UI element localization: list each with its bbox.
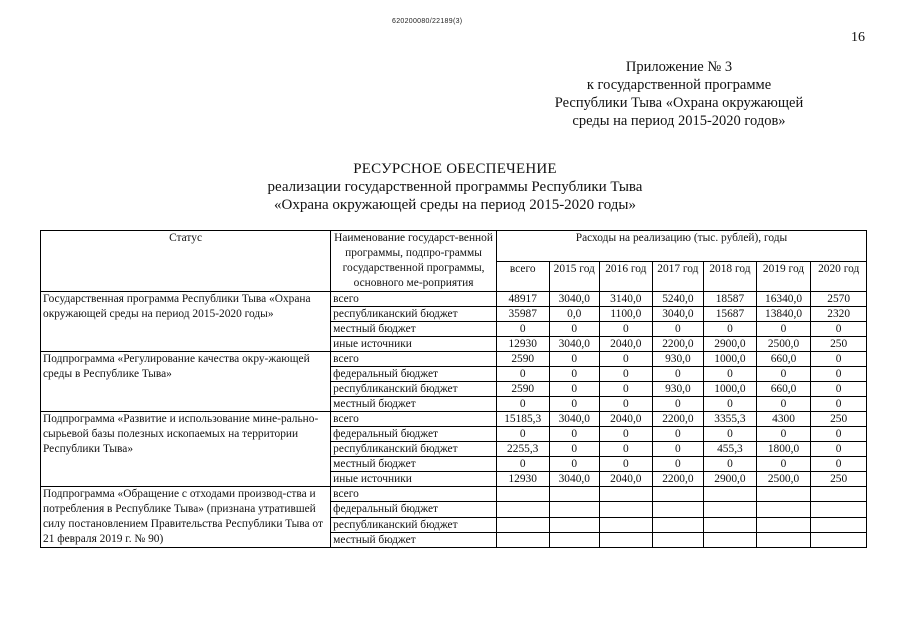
row-value: 250 [811,472,867,487]
row-value: 2200,0 [652,412,704,427]
table-row [41,412,867,427]
row-value: 0 [600,442,653,457]
row-value: 12930 [496,472,549,487]
row-value: 0 [756,397,811,412]
row-value [652,517,704,532]
row-value: 0 [704,367,757,382]
row-value: 0 [811,322,867,337]
row-value: 2900,0 [704,472,757,487]
row-value: 18587 [704,292,757,307]
row-name: иные источники [331,337,497,352]
title-heading: РЕСУРСНОЕ ОБЕСПЕЧЕНИЕ [353,161,557,177]
row-value [704,502,757,517]
row-value: 3040,0 [549,337,600,352]
row-value: 4300 [756,412,811,427]
row-name: республиканский бюджет [331,517,497,532]
header-year: 2015 год [549,261,600,292]
row-value: 0 [652,367,704,382]
header-status: Статус [41,231,331,292]
row-value [496,487,549,502]
row-value [811,487,867,502]
row-value: 0 [600,322,653,337]
header-year: 2018 год [704,261,757,292]
row-value: 0 [600,397,653,412]
row-value [756,487,811,502]
row-value [652,487,704,502]
row-value: 35987 [496,307,549,322]
row-value: 0 [704,427,757,442]
header-year: 2017 год [652,261,704,292]
appendix-line: среды на период 2015-2020 годов» [572,113,786,129]
row-value: 0 [811,352,867,367]
row-name: республиканский бюджет [331,442,497,457]
row-name: местный бюджет [331,457,497,472]
row-value: 0 [704,322,757,337]
row-value: 0 [756,367,811,382]
row-value: 3040,0 [549,412,600,427]
row-status: Подпрограмма «Обращение с отходами производ-ства и потребления в Республике Тыва» (признана утратившей силу постановлением Правительства Республики Тыва от 21 февраля 2019 г. № 90) [41,487,331,548]
header-row [41,231,867,262]
header-year: 2019 год [756,261,811,292]
row-value: 0 [600,382,653,397]
row-name: федеральный бюджет [331,427,497,442]
row-value [811,517,867,532]
row-value: 2590 [496,352,549,367]
row-value: 2320 [811,307,867,322]
row-value [496,502,549,517]
row-value: 0 [600,457,653,472]
table-row [41,352,867,367]
row-value: 0 [496,322,549,337]
row-value: 0 [496,457,549,472]
row-value: 0 [600,427,653,442]
title-subtitle: реализации государственной программы Республики Тыва [267,179,643,195]
row-value: 0 [549,352,600,367]
header-year: 2016 год [600,261,653,292]
table-row [41,487,867,502]
row-value: 0 [811,427,867,442]
row-value: 0 [496,397,549,412]
document-code: 620200080/22189(3) [392,18,463,25]
row-value: 0 [496,367,549,382]
row-value: 660,0 [756,352,811,367]
row-value: 250 [811,337,867,352]
row-value: 2040,0 [600,337,653,352]
row-value [600,502,653,517]
row-value: 16340,0 [756,292,811,307]
row-value: 48917 [496,292,549,307]
row-value: 0 [549,427,600,442]
page-number: 16 [851,30,865,45]
row-name: местный бюджет [331,532,497,547]
header-year: 2020 год [811,261,867,292]
appendix-line: Республики Тыва «Охрана окружающей [554,95,804,111]
header-name: Наименование государст-венной программы, подпро-граммы государственной программы, основного ме-роприятия [331,231,497,292]
row-value: 2500,0 [756,337,811,352]
row-value [756,517,811,532]
title-subtitle: «Охрана окружающей среды на период 2015-2020 годы» [273,197,636,213]
row-value: 0 [549,322,600,337]
row-value: 0 [811,382,867,397]
row-value: 2200,0 [652,472,704,487]
row-value: 0 [549,382,600,397]
row-value [496,517,549,532]
row-value [652,532,704,547]
row-value: 2040,0 [600,472,653,487]
row-value: 0 [652,427,704,442]
row-value: 2200,0 [652,337,704,352]
row-value: 3040,0 [652,307,704,322]
row-value: 0 [811,442,867,457]
row-value [549,487,600,502]
row-value [600,517,653,532]
row-value: 0 [600,367,653,382]
row-name: республиканский бюджет [331,307,497,322]
row-value [549,502,600,517]
row-value: 0 [549,367,600,382]
row-value [756,532,811,547]
appendix-line: к государственной программе [586,77,772,93]
row-name: местный бюджет [331,397,497,412]
table-row [41,292,867,307]
row-value: 3040,0 [549,472,600,487]
row-value [549,532,600,547]
row-value: 0 [549,442,600,457]
row-name: иные источники [331,472,497,487]
row-value: 0 [496,427,549,442]
row-value: 660,0 [756,382,811,397]
row-value: 0 [652,457,704,472]
row-value [652,502,704,517]
row-value: 2500,0 [756,472,811,487]
table-body [41,292,867,548]
row-value: 3040,0 [549,292,600,307]
row-status: Подпрограмма «Развитие и использование мине-рально-сырьевой базы полезных ископаемых на территории Республики Тыва» [41,412,331,487]
row-value: 1000,0 [704,382,757,397]
row-value: 250 [811,412,867,427]
row-value: 2900,0 [704,337,757,352]
row-value: 15687 [704,307,757,322]
row-name: всего [331,487,497,502]
row-value [704,517,757,532]
appendix-line: Приложение № 3 [625,59,733,75]
row-value: 2255,3 [496,442,549,457]
row-name: федеральный бюджет [331,502,497,517]
row-status: Подпрограмма «Регулирование качества окру-жающей среды в Республике Тыва» [41,352,331,412]
row-value: 15185,3 [496,412,549,427]
row-value: 0 [704,457,757,472]
row-value: 0 [704,397,757,412]
row-value: 3355,3 [704,412,757,427]
row-value: 0 [600,352,653,367]
row-value: 0 [549,457,600,472]
row-value [600,532,653,547]
appendix-note [499,58,859,130]
row-value: 0 [756,457,811,472]
row-value [704,532,757,547]
row-value: 0 [811,397,867,412]
row-value: 455,3 [704,442,757,457]
row-value [704,487,757,502]
row-value: 1800,0 [756,442,811,457]
row-value [811,502,867,517]
row-name: республиканский бюджет [331,382,497,397]
row-value [756,502,811,517]
row-name: федеральный бюджет [331,367,497,382]
row-value [811,532,867,547]
row-value: 0 [652,442,704,457]
row-value: 2570 [811,292,867,307]
row-value: 0 [811,457,867,472]
row-value [549,517,600,532]
row-value: 12930 [496,337,549,352]
header-year: всего [496,261,549,292]
row-value: 13840,0 [756,307,811,322]
row-value: 0 [811,367,867,382]
row-value: 3140,0 [600,292,653,307]
row-value: 0 [756,427,811,442]
row-value: 0 [549,397,600,412]
row-status: Государственная программа Республики Тыва «Охрана окружающей среды на период 2015-2020 годы» [41,292,331,352]
row-value: 930,0 [652,382,704,397]
row-value: 930,0 [652,352,704,367]
row-value: 0 [756,322,811,337]
resource-table [40,230,867,548]
row-value: 0 [652,322,704,337]
row-value: 5240,0 [652,292,704,307]
row-value: 2040,0 [600,412,653,427]
row-value: 0 [652,397,704,412]
row-name: всего [331,412,497,427]
row-value [600,487,653,502]
row-value: 0,0 [549,307,600,322]
row-value [496,532,549,547]
row-value: 1100,0 [600,307,653,322]
row-value: 2590 [496,382,549,397]
document-title [40,160,870,214]
row-name: местный бюджет [331,322,497,337]
row-name: всего [331,352,497,367]
row-name: всего [331,292,497,307]
row-value: 1000,0 [704,352,757,367]
header-expenses: Расходы на реализацию (тыс. рублей), годы [496,231,866,262]
